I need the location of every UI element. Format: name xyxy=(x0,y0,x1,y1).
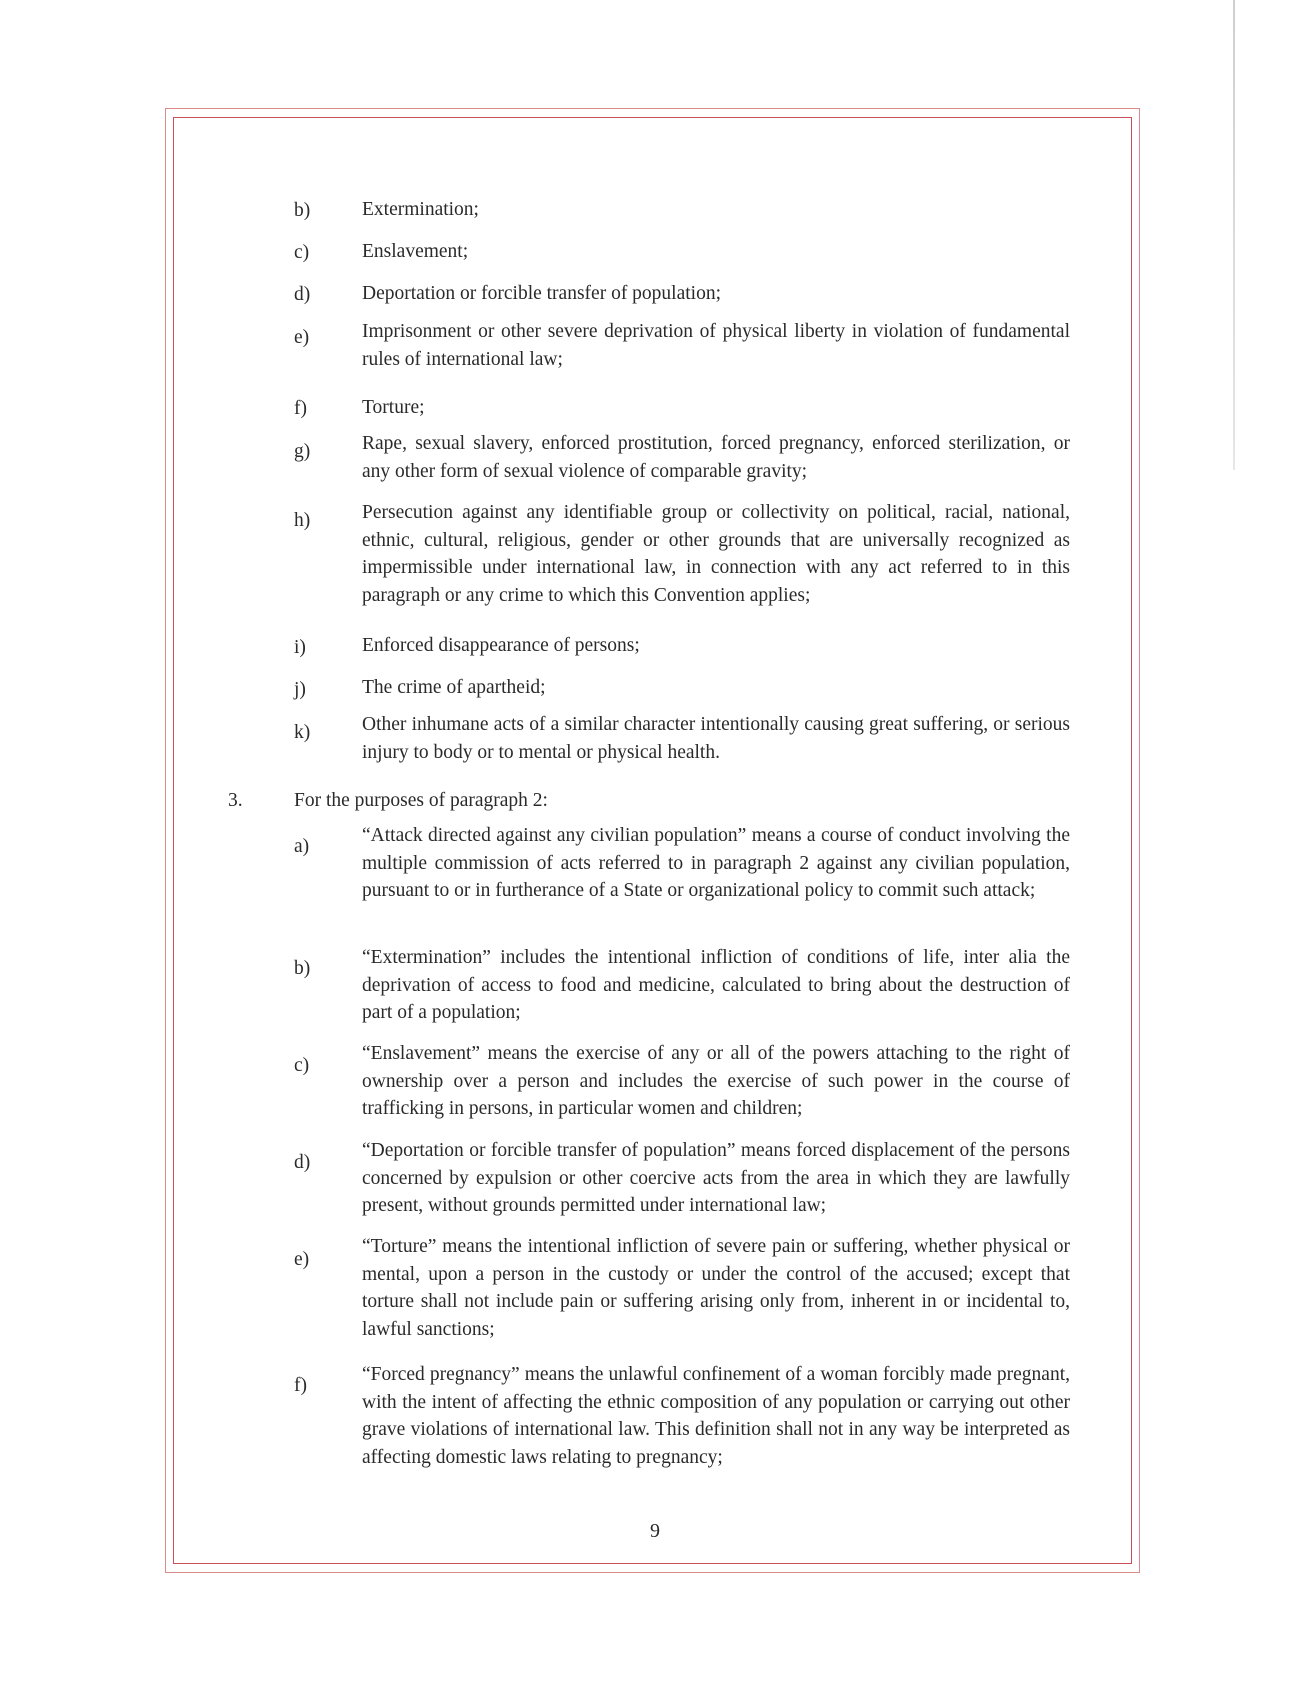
list-item-text: The crime of apartheid; xyxy=(362,677,546,698)
list-item-text: “Attack directed against any civilian population” means a course of conduct involving the multiple commission of acts referred to in paragraph 2 against any civilian population, pursuant to or in furtherance of a State or organizational policy to commit such attack; xyxy=(362,825,1070,901)
list-item-text: “Extermination” includes the intentional infliction of conditions of life, inter alia the deprivation of access to food and medicine, calculated to bring about the destruction of part of a population; xyxy=(362,947,1070,1023)
list-item-label: a) xyxy=(294,836,310,857)
page-number: 9 xyxy=(650,1520,660,1542)
list-item-label: b) xyxy=(294,958,311,979)
list-item-text: Persecution against any identifiable group or collectivity on political, racial, national, ethnic, cultural, religious, gender or other grounds that are universally recognized as impermissible under international law, in connection with any act referred to in this paragraph or any crime to which this Convention applies; xyxy=(362,502,1070,606)
list-item-text: Torture; xyxy=(362,397,425,418)
list-item-text: Extermination; xyxy=(362,199,479,220)
list-item-label: c) xyxy=(294,242,310,263)
list-item-label: f) xyxy=(294,398,307,419)
list-item-label: b) xyxy=(294,200,311,221)
paragraph-number: 3. xyxy=(228,790,243,811)
list-item-text: “Torture” means the intentional infliction of severe pain or suffering, whether physical or mental, upon a person in the custody or under the control of the accused; except that torture shall not include pain or suffering arising only from, inherent in or incidental to, lawful sanctions; xyxy=(362,1236,1070,1340)
list-item-text: Other inhumane acts of a similar character intentionally causing great suffering, or serious injury to body or to mental or physical health. xyxy=(362,714,1070,763)
list-item-text: Enslavement; xyxy=(362,241,469,262)
list-item-text: Enforced disappearance of persons; xyxy=(362,635,640,656)
list-item-label: d) xyxy=(294,284,311,305)
list-item-label: d) xyxy=(294,1152,311,1173)
list-item-text: Deportation or forcible transfer of population; xyxy=(362,283,722,304)
list-item-label: e) xyxy=(294,327,310,348)
paragraph-intro: For the purposes of paragraph 2: xyxy=(294,790,548,811)
list-item-text: Rape, sexual slavery, enforced prostitution, forced pregnancy, enforced sterilization, or any other form of sexual violence of comparable gravity; xyxy=(362,433,1070,482)
list-item-text: “Deportation or forcible transfer of population” means forced displacement of the persons concerned by expulsion or other coercive acts from the area in which they are lawfully present, without grounds permitted under international law; xyxy=(362,1140,1070,1216)
list-item-text: “Enslavement” means the exercise of any or all of the powers attaching to the right of ownership over a person and includes the exercise of such power in the course of trafficking in persons, in particular women and children; xyxy=(362,1043,1070,1119)
list-item-label: g) xyxy=(294,441,311,462)
list-item-label: e) xyxy=(294,1249,310,1270)
list-item-text: Imprisonment or other severe deprivation of physical liberty in violation of fundamental rules of international law; xyxy=(362,321,1070,370)
list-item-label: j) xyxy=(294,679,306,700)
list-item-label: c) xyxy=(294,1055,310,1076)
list-item-label: i) xyxy=(294,637,306,658)
list-item-text: “Forced pregnancy” means the unlawful confinement of a woman forcibly made pregnant, with the intent of affecting the ethnic composition of any population or carrying out other grave violations of international law. This definition shall not in any way be interpreted as affecting domestic laws relating to pregnancy; xyxy=(362,1364,1070,1468)
list-item-label: k) xyxy=(294,722,311,743)
list-item-label: f) xyxy=(294,1375,307,1396)
list-item-label: h) xyxy=(294,510,311,531)
